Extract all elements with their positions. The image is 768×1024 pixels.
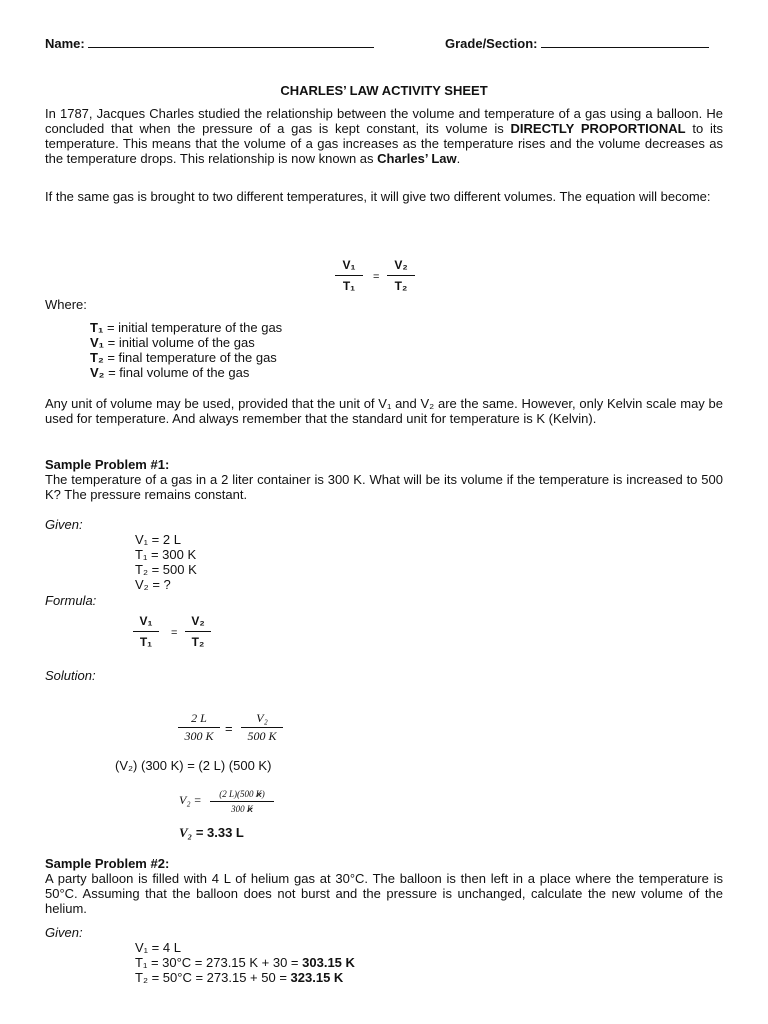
formula-v1: V₁ (139, 614, 153, 628)
intro-bold-2: Charles’ Law (377, 151, 457, 166)
sample2-given-label: Given: (45, 925, 83, 940)
sample1-text: The temperature of a gas in a 2 liter container is 300 K. What will be its volume if the temperature is increased to 500 K? The pressure remains constant. (45, 472, 723, 502)
answer-symbol: V₂ (179, 825, 193, 840)
units-note: Any unit of volume may be used, provided that the unit of V₁ and V₂ are the same. However, only Kelvin scale may be used for temperature. And always remember that the standard unit for temperature is K (Kelvin). (45, 396, 723, 426)
intro-paragraph (45, 106, 723, 166)
where-item: T₂ = final temperature of the gas (90, 350, 277, 365)
name-label: Name: (45, 36, 85, 51)
sample1-formula-label: Formula: (45, 593, 97, 608)
v2-fraction (210, 789, 274, 814)
intro-text-1: In 1787, Jacques Charles studied the relationship between the volume and temperature of a gas using a balloon. He concluded that when the pressure of a gas is kept constant, its volume is (45, 106, 723, 136)
equation-t2: T₂ (394, 279, 408, 293)
grade-blank[interactable] (541, 35, 709, 48)
where-item: V₁ = initial volume of the gas (90, 335, 255, 350)
sample2-text: A party balloon is filled with 4 L of helium gas at 30°C. The balloon is then left in a place where the temperature is 50°C. Assuming that the balloon does not burst and the pressure is unchanged, calculate the new volume of the helium. (45, 871, 723, 916)
equation-intro: If the same gas is brought to two different temperatures, it will give two different volumes. The equation will become: (45, 189, 711, 204)
given-item: T₁ = 30°C = 273.15 K + 30 = 303.15 K (135, 955, 355, 970)
formula-v2: V₂ (191, 614, 205, 628)
name-blank[interactable] (88, 35, 374, 48)
activity-sheet (45, 0, 723, 1024)
sample1-heading: Sample Problem #1: (45, 457, 170, 472)
v2-den-k: K (246, 804, 253, 814)
given-item: T₁ = 300 K (135, 547, 197, 562)
given-item: V₁ = 2 L (135, 532, 181, 547)
v2-num-k: K (255, 789, 262, 799)
solution-frac-right (241, 712, 283, 743)
cross-multiply: (V₂) (300 K) = (2 L) (500 K) (115, 758, 272, 773)
given-item: T₂ = 500 K (135, 562, 197, 577)
formula-t1: T₁ (139, 635, 153, 649)
equation-t1: T₁ (342, 279, 356, 293)
intro-text-3: . (456, 151, 461, 166)
page-title: CHARLES’ LAW ACTIVITY SHEET (280, 83, 488, 98)
equation-v1: V₁ (342, 258, 356, 272)
sample2-given-list (135, 940, 355, 985)
formula-t2: T₂ (191, 635, 205, 649)
equation-equals: = (373, 271, 380, 283)
v2-num-b: ) (261, 789, 265, 799)
where-item: V₂ = final volume of the gas (90, 365, 250, 380)
where-label: Where: (45, 297, 87, 312)
equation-frac-right (387, 258, 415, 293)
v2-den-a: 300 (231, 804, 247, 814)
intro-text-2: to its temperature. This means that the volume of a gas increases as the temperature rises and the volume decreases as the temperature drops. This relationship is now known as (45, 121, 723, 166)
equation-v2: V₂ (394, 258, 408, 272)
formula-frac-left (133, 614, 159, 649)
sample1-given-label: Given: (45, 517, 83, 532)
v2-label: V₂ = (179, 793, 202, 807)
sample1-given-list (135, 532, 197, 592)
name-line (45, 35, 374, 51)
sample1-answer (179, 825, 244, 840)
grade-line (445, 35, 709, 51)
solution-num-right: V₂ (256, 711, 268, 725)
grade-label: Grade/Section: (445, 36, 538, 51)
equation-frac-left (335, 258, 363, 293)
given-item: V₁ = 4 L (135, 940, 181, 955)
formula-equals: = (171, 627, 178, 639)
given-item: T₂ = 50°C = 273.15 + 50 = 323.15 K (135, 970, 344, 985)
intro-bold-1: DIRECTLY PROPORTIONAL (510, 121, 686, 136)
formula-frac-right (185, 614, 211, 649)
solution-frac-left (178, 712, 220, 743)
v2-num-a: (2 L)(500 (219, 789, 256, 799)
sample2-heading: Sample Problem #2: (45, 856, 170, 871)
given-item: V₂ = ? (135, 577, 171, 592)
where-item: T₁ = initial temperature of the gas (90, 320, 283, 335)
where-list (90, 320, 282, 380)
solution-num-left: 2 L (191, 711, 207, 725)
solution-den-right: 500 K (247, 729, 277, 743)
sample1-solution-label: Solution: (45, 668, 96, 683)
solution-equals: = (225, 721, 233, 736)
answer-value: = 3.33 L (192, 825, 244, 840)
solution-den-left: 300 K (184, 729, 214, 743)
